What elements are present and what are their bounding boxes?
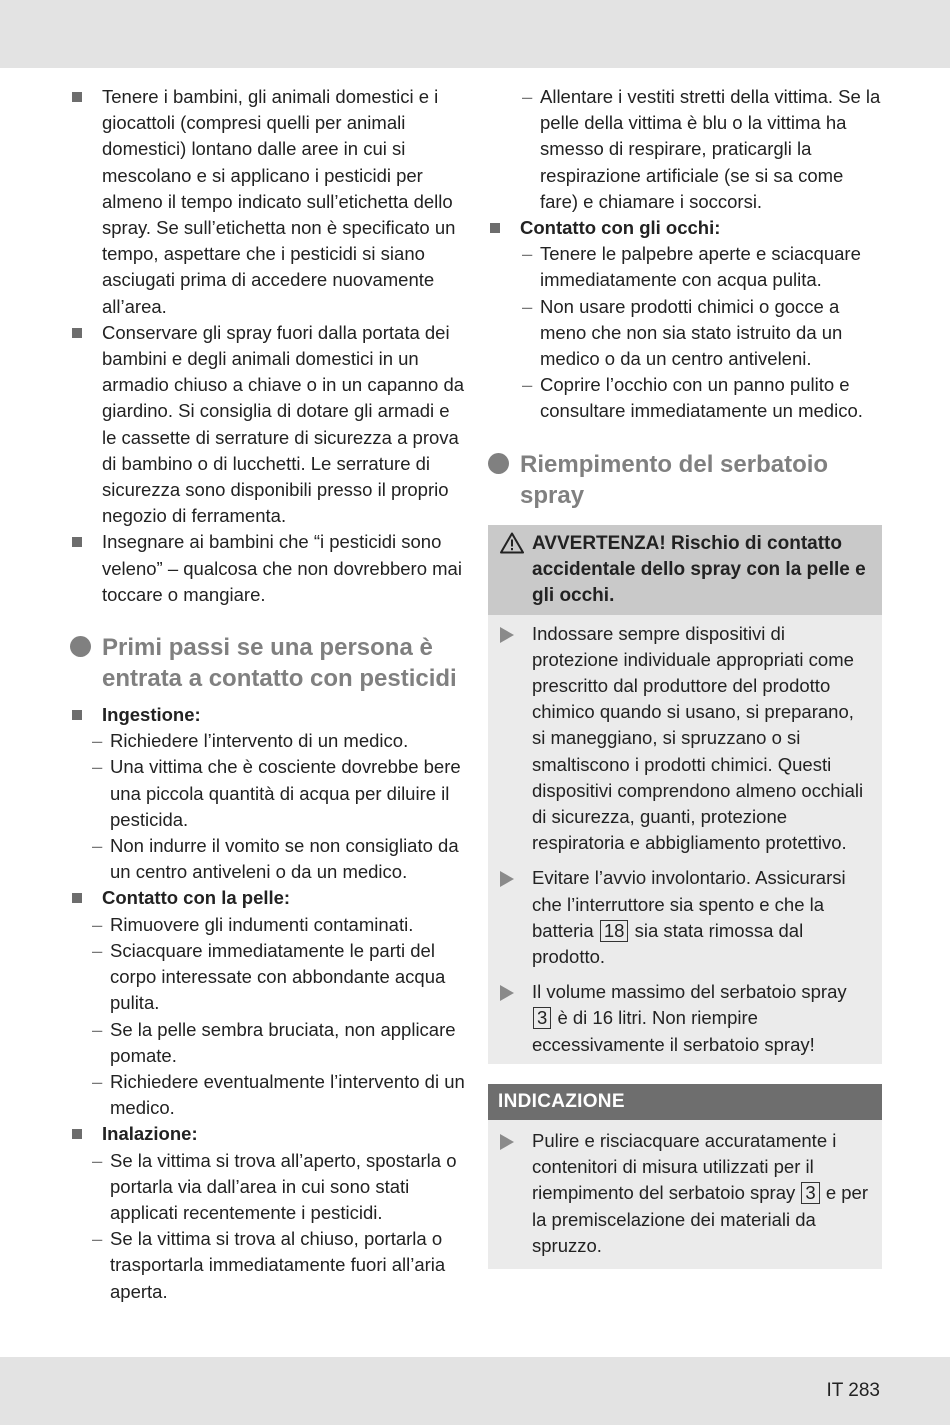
list-item: – Se la pelle sembra bruciata, non applicare pomate. bbox=[90, 1017, 465, 1069]
list-item: Conservare gli spray fuori dalla portata dei bambini e degli animali domestici in un armadio chiuso a chiave o in un capanno da giardino. Si consiglia di dotare gli armadi e le cassette di serrature di sicurezza a prova di bambino o di lucchetti. Le serrature di sicurezza sono disponibili presso il proprio negozio di ferramenta. bbox=[70, 320, 465, 530]
list-item: – Tenere le palpebre aperte e sciacquare immediatamente con acqua pulita. bbox=[520, 241, 882, 293]
inhalation-label: Inalazione: bbox=[102, 1123, 198, 1145]
tank-reference-number: 3 bbox=[533, 1007, 551, 1029]
list-item: – Allentare i vestiti stretti della vittima. Se la pelle della vittima è blu o la vittima ha smesso di respirare, praticargli la respirazione artificiale (se si sa come fare) e chiamare i soccorsi. bbox=[520, 84, 882, 215]
warning-item bbox=[488, 979, 882, 1058]
right-column bbox=[488, 84, 882, 1269]
warning-body bbox=[488, 615, 882, 1064]
inhalation-steps bbox=[90, 1148, 465, 1305]
ingestion-label: Ingestione: bbox=[102, 704, 201, 726]
section-bullet-icon bbox=[488, 453, 509, 474]
list-item: – Richiedere eventualmente l’intervento di un medico. bbox=[90, 1069, 465, 1121]
section-heading-tank-filling bbox=[488, 449, 882, 511]
skin-label: Contatto con la pelle: bbox=[102, 887, 291, 909]
first-aid-eyes bbox=[488, 215, 882, 425]
warning-item-text: è di 16 litri. Non riempire eccessivamente il serbatoio spray! bbox=[532, 1007, 815, 1055]
skin-steps bbox=[90, 912, 465, 1122]
list-item: – Non usare prodotti chimici o gocce a meno che non sia stato istruito da un medico o da un centro antiveleni. bbox=[520, 294, 882, 373]
warning-item bbox=[488, 621, 882, 857]
list-item: – Coprire l’occhio con un panno pulito e consultare immediatamente un medico. bbox=[520, 372, 882, 424]
warning-item-text: Indossare sempre dispositivi di protezione individuale appropriati come prescritto dal produttore del prodotto chimico quando si usano, si preparano, si maneggiano, si spruzzano o si smaltiscono i prodotti chimici. Questi dispositivi comprendono almeno occhiali di sicurezza, guanti, protezione respiratoria e abbigliamento protettivo. bbox=[532, 622, 864, 854]
warning-header bbox=[488, 525, 882, 615]
note-item-text: e per la premiscelazione dei materiali da spruzzo. bbox=[532, 1182, 868, 1256]
warning-title: AVVERTENZA! Rischio di contatto accidentale dello spray con la pelle e gli occhi. bbox=[532, 532, 866, 606]
safety-bullet-list bbox=[70, 84, 465, 608]
warning-box bbox=[488, 525, 882, 1064]
eyes-steps bbox=[520, 241, 882, 424]
note-item bbox=[488, 1128, 882, 1259]
note-body bbox=[488, 1120, 882, 1269]
list-item: – Se la vittima si trova all’aperto, spostarla o portarla via dall’area in cui sono stati applicati recentemente i pesticidi. bbox=[90, 1148, 465, 1227]
section-heading-first-aid bbox=[70, 632, 465, 694]
tank-reference-number: 3 bbox=[801, 1182, 819, 1204]
list-item: Insegnare ai bambini che “i pesticidi sono veleno” – qualcosa che non dovrebbero mai toccare o mangiare. bbox=[70, 529, 465, 608]
section-title-text: Primi passi se una persona è entrata a contatto con pesticidi bbox=[102, 634, 457, 693]
list-item: Tenere i bambini, gli animali domestici e i giocattoli (compresi quelli per animali domestici) lontano dalle aree in cui si mescolano e si applicano i pesticidi per almeno il tempo indicato sull’etichetta dello spray. Se sull’etichetta non è specificato un tempo, aspettare che i pesticidi si siano asciugati prima di accedere nuovamente all’area. bbox=[70, 84, 465, 320]
left-column bbox=[70, 84, 465, 1305]
battery-reference-number: 18 bbox=[600, 920, 629, 942]
eyes-label: Contatto con gli occhi: bbox=[520, 217, 721, 239]
inhalation-steps-continued bbox=[488, 84, 882, 215]
warning-item-text: Evitare l’avvio involontario. Assicurarsi che l’interruttore sia spento e che la batteria bbox=[532, 867, 846, 941]
first-aid-inhalation bbox=[70, 1121, 465, 1304]
note-header: INDICAZIONE bbox=[488, 1084, 882, 1120]
top-band bbox=[0, 0, 950, 68]
warning-item bbox=[488, 865, 882, 970]
section-title-text: Riempimento del serbatoio spray bbox=[520, 450, 829, 509]
bottom-band bbox=[0, 1357, 950, 1425]
eye-contact-list bbox=[488, 215, 882, 425]
list-item: – Rimuovere gli indumenti contaminati. bbox=[90, 912, 465, 938]
first-aid-ingestion bbox=[70, 702, 465, 885]
ingestion-steps bbox=[90, 728, 465, 885]
page-number: IT 283 bbox=[826, 1380, 880, 1401]
list-item: – Una vittima che è cosciente dovrebbe bere una piccola quantità di acqua per diluire il pesticida. bbox=[90, 754, 465, 833]
note-item-text: Pulire e risciacquare accuratamente i contenitori di misura utilizzati per il riempimento del serbatoio spray bbox=[532, 1129, 837, 1204]
first-aid-skin bbox=[70, 885, 465, 1121]
list-item: – Se la vittima si trova al chiuso, portarla o trasportarla immediatamente fuori all’aria aperta. bbox=[90, 1226, 465, 1305]
warning-triangle-icon bbox=[500, 532, 524, 554]
warning-item-text: Il volume massimo del serbatoio spray bbox=[532, 981, 847, 1003]
first-aid-list bbox=[70, 702, 465, 1305]
list-item: – Richiedere l’intervento di un medico. bbox=[90, 728, 465, 754]
list-item: – Sciacquare immediatamente le parti del corpo interessate con abbondante acqua pulita. bbox=[90, 938, 465, 1017]
warning-item-text: sia stata rimossa dal prodotto. bbox=[532, 919, 804, 968]
list-item: – Non indurre il vomito se non consigliato da un centro antiveleni o da un medico. bbox=[90, 833, 465, 885]
note-box bbox=[488, 1084, 882, 1269]
section-bullet-icon bbox=[70, 636, 91, 657]
